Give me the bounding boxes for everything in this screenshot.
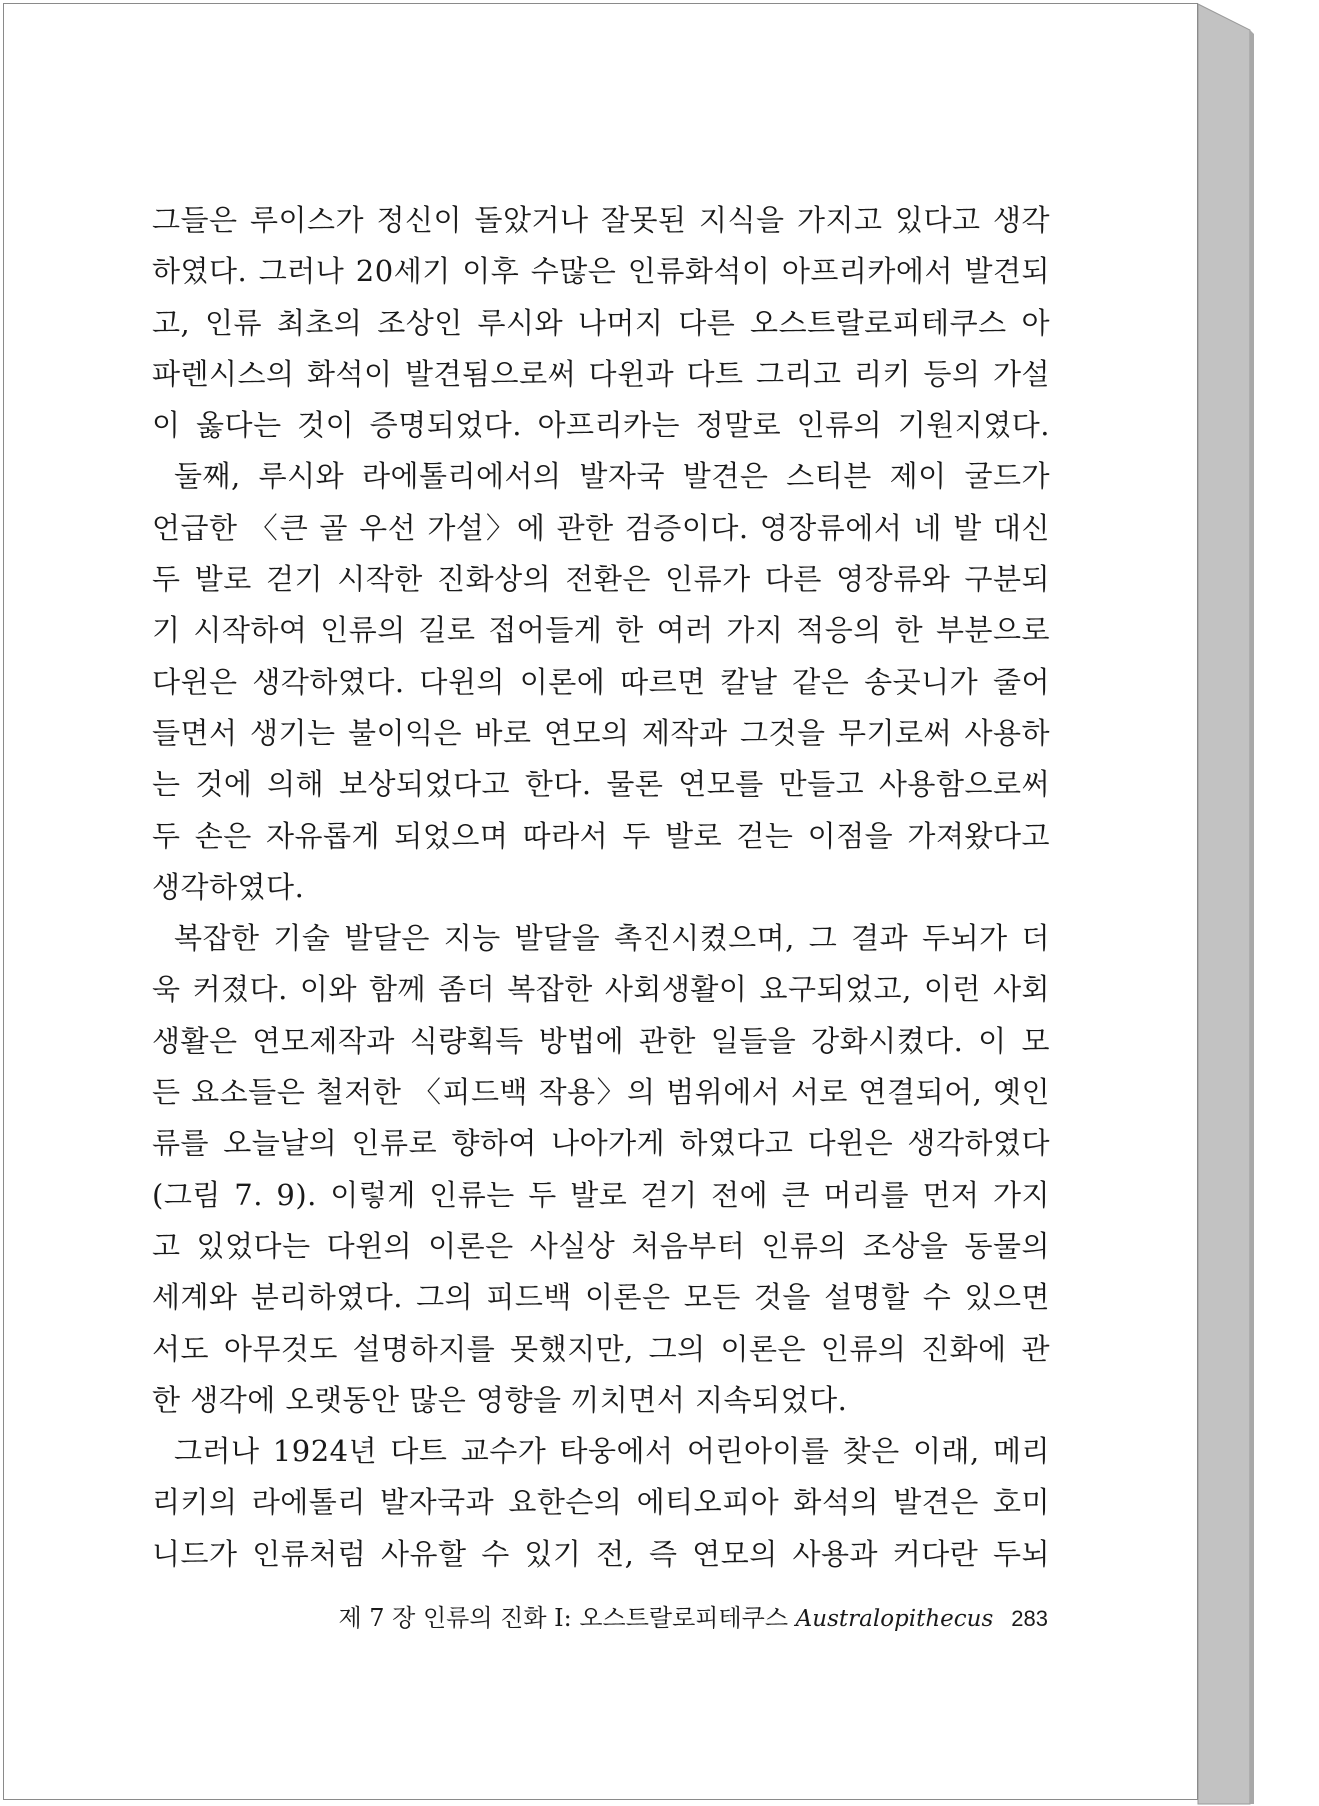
- page-footer: [0, 1598, 1048, 1633]
- text-line: 든 요소들은 철저한 〈피드백 작용〉의 범위에서 서로 연결되어, 옛인: [152, 1075, 1050, 1110]
- text-line: 욱 커졌다. 이와 함께 좀더 복잡한 사회생활이 요구되었고, 이런 사회: [152, 972, 1050, 1007]
- text-line: 고 있었다는 다윈의 이론은 사실상 처음부터 인류의 조상을 동물의: [152, 1228, 1050, 1263]
- text-line: 복잡한 기술 발달은 지능 발달을 촉진시켰으며, 그 결과 두뇌가 더: [174, 921, 1050, 956]
- text-line: 세계와 분리하였다. 그의 피드백 이론은 모든 것을 설명할 수 있으면: [152, 1280, 1050, 1315]
- text-line: 기 시작하여 인류의 길로 접어들게 한 여러 가지 적응의 한 부분으로: [152, 613, 1050, 648]
- text-line: 서도 아무것도 설명하지를 못했지만, 그의 이론은 인류의 진화에 관: [152, 1331, 1050, 1366]
- text-line: (그림 7. 9). 이렇게 인류는 두 발로 걷기 전에 큰 머리를 먼저 가지: [152, 1177, 1050, 1212]
- text-line: 들면서 생기는 불이익은 바로 연모의 제작과 그것을 무기로써 사용하: [152, 715, 1050, 750]
- text-line: 두 발로 걷기 시작한 진화상의 전환은 인류가 다른 영장류와 구분되: [152, 562, 1050, 597]
- text-line: 둘째, 루시와 라에톨리에서의 발자국 발견은 스티븐 제이 굴드가: [174, 459, 1050, 494]
- text-line: 이 옳다는 것이 증명되었다. 아프리카는 정말로 인류의 기원지였다.: [152, 408, 1050, 443]
- text-line: 언급한 〈큰 골 우선 가설〉에 관한 검증이다. 영장류에서 네 발 대신: [152, 510, 1050, 545]
- body-text: [152, 195, 1050, 1580]
- text-line: 류를 오늘날의 인류로 향하여 나아가게 하였다고 다윈은 생각하였다: [152, 1126, 1050, 1161]
- text-line: 하였다. 그러나 20세기 이후 수많은 인류화석이 아프리카에서 발견되: [152, 254, 1050, 289]
- text-line: 생활은 연모제작과 식량획득 방법에 관한 일들을 강화시켰다. 이 모: [152, 1023, 1050, 1058]
- text-line: 그들은 루이스가 정신이 돌았거나 잘못된 지식을 가지고 있다고 생각: [152, 203, 1050, 237]
- running-head-latin: Australopithecus: [795, 1606, 994, 1632]
- text-line: 는 것에 의해 보상되었다고 한다. 물론 연모를 만들고 사용함으로써: [152, 767, 1050, 802]
- text-line: 그러나 1924년 다트 교수가 타웅에서 어린아이를 찾은 이래, 메리: [174, 1434, 1050, 1469]
- text-line: 고, 인류 최초의 조상인 루시와 나머지 다른 오스트랄로피테쿠스 아: [152, 305, 1050, 340]
- text-line: 두 손은 자유롭게 되었으며 따라서 두 발로 걷는 이점을 가져왔다고: [152, 818, 1050, 853]
- text-line: 파렌시스의 화석이 발견됨으로써 다윈과 다트 그리고 리키 등의 가설: [152, 356, 1050, 391]
- text-line: 니드가 인류처럼 사유할 수 있기 전, 즉 연모의 사용과 커다란 두뇌: [152, 1536, 1050, 1571]
- text-line: 생각하였다.: [152, 869, 305, 904]
- running-head-chapter: 제 7 장 인류의 진화 Ⅰ: 오스트랄로피테쿠스: [338, 1604, 796, 1632]
- page-number: 283: [1011, 1606, 1048, 1631]
- text-line: 리키의 라에톨리 발자국과 요한슨의 에티오피아 화석의 발견은 호미: [152, 1485, 1050, 1520]
- text-line: 한 생각에 오랫동안 많은 영향을 끼치면서 지속되었다.: [152, 1382, 848, 1417]
- text-line: 다윈은 생각하였다. 다윈의 이론에 따르면 칼날 같은 송곳니가 줄어: [152, 664, 1050, 699]
